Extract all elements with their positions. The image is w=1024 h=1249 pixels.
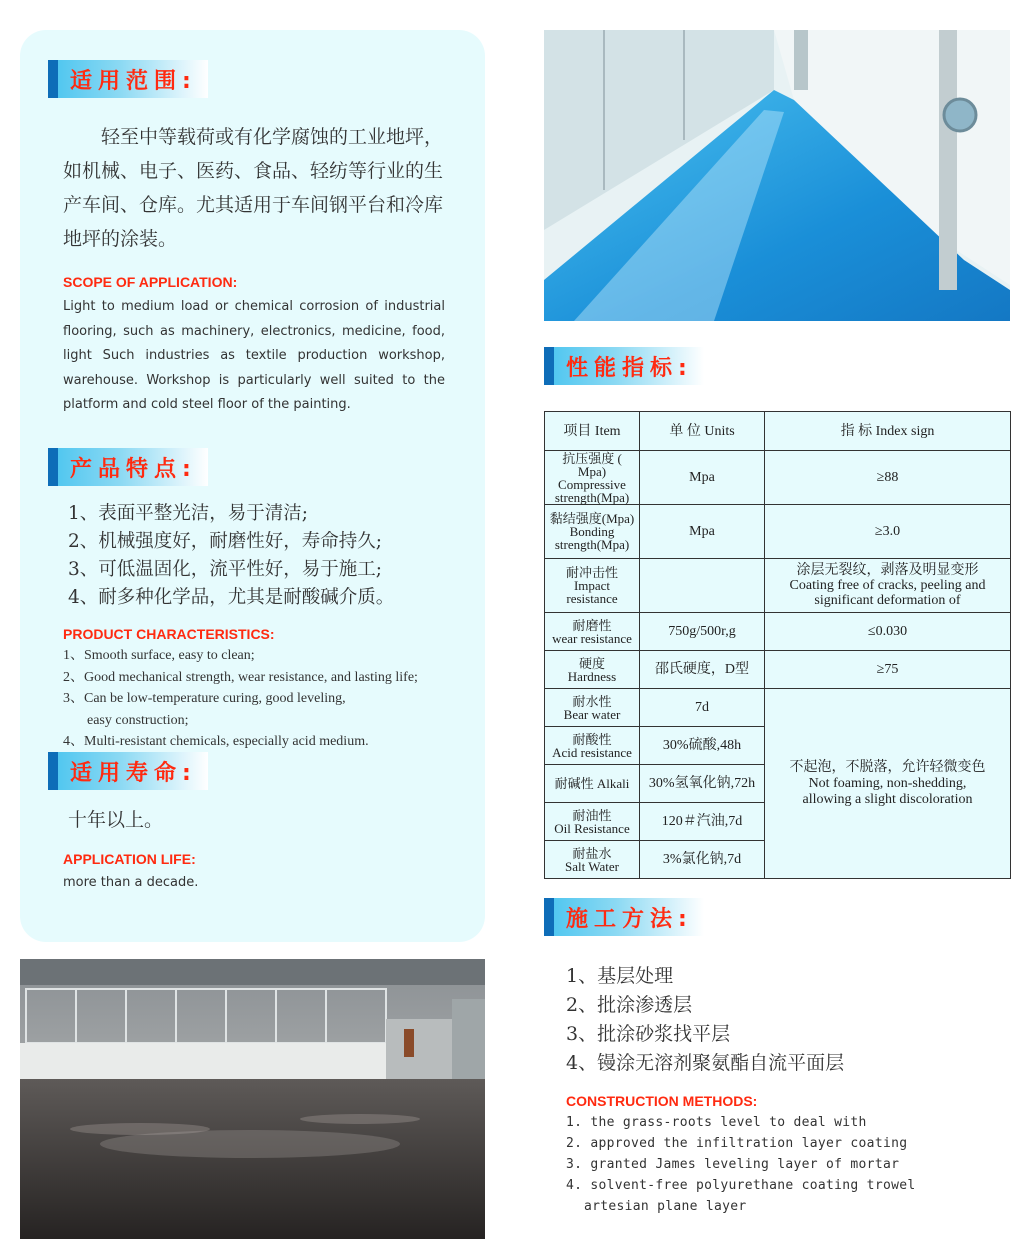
table-row [545,505,1011,559]
construction-heading-en: CONSTRUCTION METHODS: [566,1093,758,1109]
life-heading-en: APPLICATION LIFE: [63,851,196,867]
list-item: 3、可低温固化，流平性好，易于施工; [68,559,383,580]
features-list-cn [68,500,394,612]
list-item: 3、批涂砂浆找平层 [566,1023,731,1045]
unit-cell: Mpa [640,505,765,559]
features-heading-en: PRODUCT CHARACTERISTICS: [63,626,275,642]
table-header-row [545,412,1011,451]
index-cell: ≤0.030 [765,613,1011,651]
scope-text-cn: 轻至中等载荷或有化学腐蚀的工业地坪，如机械、电子、医药、食品、轻纺等行业的生产车间、仓库。尤其适用于车间钢平台和冷库地坪的涂装。 [63,126,444,250]
item-cell: 耐碱性 Alkali [545,765,640,803]
list-item: 4、耐多种化学品，尤其是耐酸碱介质。 [68,587,395,608]
unit-cell: 750g/500r,g [640,613,765,651]
item-cell: 黏结强度(Mpa) Bonding strength(Mpa) [545,505,640,559]
unit-cell: 30%氢氧化钠,72h [640,765,765,803]
index-cell: ≥88 [765,451,1011,505]
item-cell: 耐冲击性 Impact resistance [545,559,640,613]
life-text-cn: 十年以上。 [68,809,164,831]
scope-text-en: Light to medium load or chemical corrosion of industrial flooring, such as machinery, electronics, medicine, food, light Such industries as textile production workshop, warehouse. Workshop is particularly well suited to the platform and cold steel floor of the painting. [63,299,445,413]
unit-cell: 3%氯化钠,7d [640,841,765,879]
factory-floor-photo [20,959,485,1239]
list-item: 3. granted James leveling layer of mortar [566,1157,900,1172]
performance-heading-cn: 性能指标: [544,347,704,385]
blue-corridor-photo-image [544,30,1010,321]
list-item: easy construction; [87,712,189,728]
scope-heading-en: SCOPE OF APPLICATION: [63,274,238,290]
construction-list-en [566,1112,915,1217]
life-text-en: more than a decade. [63,875,199,890]
list-item: 2. approved the infiltration layer coating [566,1136,908,1151]
scope-heading-cn: 适用范围: [48,60,208,98]
unit-cell: 7d [640,689,765,727]
list-item: 1、基层处理 [566,965,674,987]
item-cell: 耐油性 Oil Resistance [545,803,640,841]
blue-corridor-photo [544,30,1010,321]
list-item: 1. the grass-roots level to deal with [566,1115,867,1130]
table-row [545,559,1011,613]
unit-cell: 邵氏硬度，D型 [640,651,765,689]
item-cell: 耐磨性 wear resistance [545,613,640,651]
list-item: 2、机械强度好，耐磨性好，寿命持久; [68,531,383,552]
construction-list-cn [566,962,844,1078]
list-item: 1、Smooth surface, easy to clean; [63,648,255,663]
table-row [545,689,1011,727]
unit-cell [640,559,765,613]
list-item: 2、Good mechanical strength, wear resistance, and lasting life; [63,669,418,685]
life-heading-cn: 适用寿命: [48,752,208,790]
header-item: 项目 Item [545,412,640,451]
table-row [545,651,1011,689]
table-row [545,613,1011,651]
item-cell: 耐盐水 Salt Water [545,841,640,879]
item-cell: 耐水性 Bear water [545,689,640,727]
index-cell: ≥75 [765,651,1011,689]
unit-cell: Mpa [640,451,765,505]
list-item: 2、批涂渗透层 [566,994,693,1016]
list-item: 4、Multi-resistant chemicals, especially acid medium. [63,734,369,749]
list-item: artesian plane layer [584,1199,747,1214]
table-row [545,451,1011,505]
construction-heading-cn: 施工方法: [544,898,704,936]
header-units: 单 位 Units [640,412,765,451]
features-heading-cn: 产品特点: [48,448,208,486]
list-item: 4. solvent-free polyurethane coating trowel [566,1178,916,1193]
list-item: 1、表面平整光洁，易于清洁; [68,503,309,524]
item-cell: 硬度 Hardness [545,651,640,689]
item-cell: 抗压强度 ( Mpa) Compressive strength(Mpa) [545,451,640,505]
factory-floor-photo-image [20,959,485,1239]
unit-cell: 120＃汽油,7d [640,803,765,841]
merged-index-cell: 不起泡，不脱落，允许轻微变色 Not foaming, non-shedding, allowing a slight discoloration [765,689,1011,879]
unit-cell: 30%硫酸,48h [640,727,765,765]
features-list-en [63,645,418,753]
index-cell: ≥3.0 [765,505,1011,559]
header-index: 指 标 Index sign [765,412,1011,451]
list-item: 3、Can be low-temperature curing, good leveling, [63,691,346,706]
list-item: 4、镘涂无溶剂聚氨酯自流平面层 [566,1052,845,1074]
index-cell: 涂层无裂纹，剥落及明显变形 Coating free of cracks, peeling and significant deformation of [765,559,1011,613]
performance-table [544,411,1011,879]
item-cell: 耐酸性 Acid resistance [545,727,640,765]
